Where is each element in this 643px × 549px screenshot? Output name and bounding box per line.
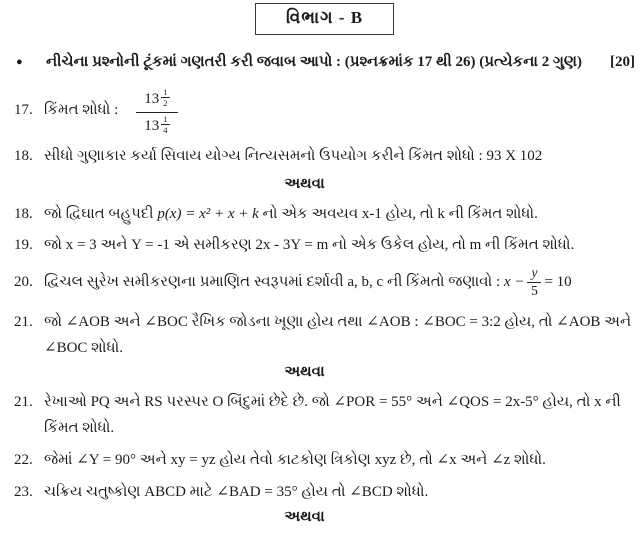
instruction-text: નીચેના પ્રશ્નોની ટૂંકમાં ગણતરી કરી જવાબ આપો : (પ્રશ્નક્રમાંક 17 થી 26) (પ્રત્યેકના 2 ગુણ)	[46, 54, 582, 70]
question-21b-text: રેખાઓ PQ અને RS પરસ્પર O બિંદુમાં છેદે છે. જો ∠POR = 55° અને ∠QOS = 2x-5° હોય, તો x ની કિંમત શોધો.	[44, 394, 621, 436]
question-23-number: 23.	[14, 483, 33, 500]
fraction-denominator	[144, 113, 169, 136]
denominator-base: 13	[144, 117, 160, 134]
question-18a-text: સીધો ગુણાકાર કર્યા સિવાય યોગ્ય નિત્યસમનો ઉપયોગ કરીને કિંમત શોધો : 93 X 102	[44, 147, 543, 164]
fraction-numerator	[136, 86, 177, 113]
question-21b-number: 21.	[14, 394, 33, 411]
question-20	[14, 266, 635, 299]
inline-fraction-numerator: y	[527, 266, 541, 283]
question-19-text: જો x = 3 અને Y = -1 એ સમીકરણ 2x - 3Y = m નો એક ઉકેલ હોય, તો m ની કિંમત શોધો.	[44, 237, 575, 254]
question-17-text: કિંમત શોધો :	[44, 102, 119, 119]
bullet-icon: ●	[16, 56, 23, 68]
question-22-number: 22.	[14, 452, 33, 469]
or-divider-2: અથવા	[284, 364, 325, 381]
numerator-exponent: $\frac{1}{2}$	[163, 86, 168, 108]
instruction-row	[14, 51, 635, 74]
question-19	[14, 233, 635, 259]
inline-fraction	[527, 266, 541, 299]
section-title: વિભાગ - B	[285, 8, 364, 27]
question-18-option-a	[14, 144, 635, 168]
question-17-body	[44, 86, 635, 136]
question-21-option-a	[14, 310, 635, 361]
question-20-body	[44, 266, 635, 299]
question-21a-number: 21.	[14, 314, 33, 331]
numerator-base: 13	[144, 90, 160, 107]
total-marks: [20]	[610, 54, 635, 70]
question-18a-number: 18.	[14, 147, 33, 164]
question-22-text: જેમાં ∠Y = 90° અને xy = yz હોય તેવો કાટકોણ ત્રિકોણ xyz છે, તો ∠x અને ∠z શોધો.	[44, 452, 546, 469]
question-20-number: 20.	[14, 273, 33, 290]
polynomial-expression: p(x) = x² + x + k	[157, 205, 259, 222]
question-18b-post: નો એક અવયવ x-1 હોય, તો k ની કિંમત શોધો.	[262, 205, 538, 222]
question-17-number: 17.	[14, 102, 33, 119]
question-18b-text	[44, 202, 635, 226]
question-21a-text: જો ∠AOB અને ∠BOC રૈખિક જોડના ખૂણા હોય તથા ∠AOB : ∠BOC = 3:2 હોય, તો ∠AOB અને ∠BOC શોધો.	[44, 314, 632, 356]
question-18-option-b	[14, 202, 635, 226]
question-18b-pre: જો દ્વિઘાત બહુપદી	[44, 205, 154, 222]
question-19-number: 19.	[14, 237, 33, 254]
question-20-text: દ્વિચલ સુરેખ સમીકરણના પ્રમાણિત સ્વરૂપમાં દર્શાવી a, b, c ની કિંમતો જણાવો :	[44, 273, 501, 290]
question-23	[14, 480, 635, 504]
equation-tail: = 10	[544, 273, 572, 290]
inline-fraction-denominator: 5	[531, 282, 538, 298]
or-divider-3: અથવા	[284, 508, 325, 525]
section-title-box	[255, 3, 394, 35]
denominator-exponent: $\frac{1}{4}$	[163, 113, 168, 135]
question-21-option-b	[14, 390, 635, 441]
equation-lead: x −	[503, 273, 525, 290]
question-23-text: ચક્રિય ચતુષ્કોણ ABCD માટે ∠BAD = 35° હોય તો ∠BCD શોધો.	[44, 483, 429, 500]
fraction-expression	[136, 86, 177, 136]
or-divider: અથવા	[284, 175, 325, 192]
question-22	[14, 448, 635, 472]
question-17	[14, 86, 635, 136]
question-18b-number: 18.	[14, 205, 33, 222]
